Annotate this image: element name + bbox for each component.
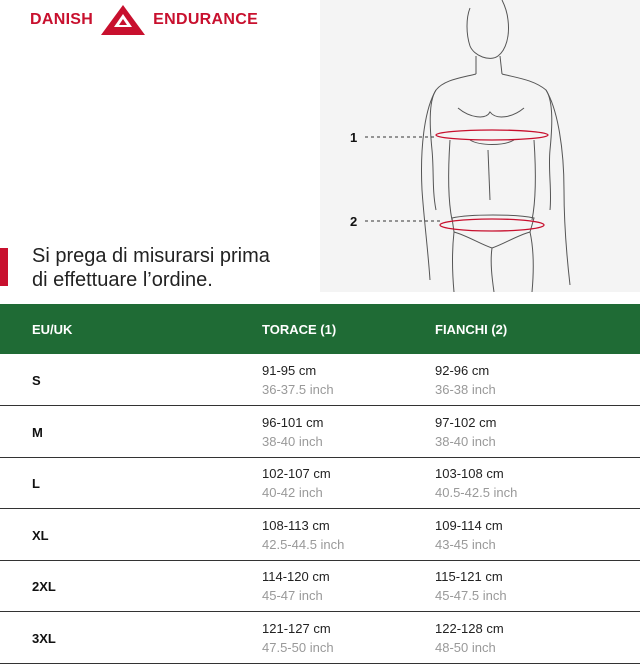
brand-word-right: ENDURANCE	[153, 11, 259, 28]
table-row	[0, 457, 640, 509]
instructions-text	[32, 244, 322, 292]
hips-cm: 115-121 cm	[435, 569, 503, 584]
chest-cm: 91-95 cm	[262, 363, 317, 378]
hips-cell	[435, 465, 517, 501]
hips-cm: 97-102 cm	[435, 414, 497, 430]
mountain-logo-icon	[99, 5, 147, 35]
chest-cm: 108-113 cm	[262, 517, 330, 533]
table-row	[0, 354, 640, 406]
brand-word-left: DANISH	[30, 11, 94, 28]
size-label: S	[32, 373, 41, 388]
hips-inch: 48-50 inch	[435, 639, 496, 655]
chest-inch: 45-47 inch	[262, 588, 323, 603]
table-row	[0, 509, 640, 561]
chest-inch: 42.5-44.5 inch	[262, 536, 345, 552]
hips-cm: 92-96 cm	[435, 363, 490, 378]
chest-cell	[262, 517, 344, 553]
hips-cell	[435, 362, 496, 398]
header-chest: TORACE (1)	[262, 322, 337, 337]
instructions-line-1: Si prega di misurarsi prima	[32, 245, 270, 267]
size-table-header	[0, 304, 640, 354]
chest-inch: 36-37.5 inch	[262, 382, 334, 397]
chest-cell	[262, 414, 323, 450]
chest-cell	[262, 465, 331, 501]
table-row	[0, 612, 640, 664]
marker-1-label: 1	[350, 130, 358, 145]
hips-inch: 45-47.5 inch	[435, 588, 507, 603]
red-accent-bar	[0, 248, 8, 286]
hips-cell	[435, 414, 496, 450]
size-label: L	[32, 476, 40, 491]
header-size: EU/UK	[32, 322, 73, 337]
table-row	[0, 406, 640, 458]
chest-cm: 96-101 cm	[262, 414, 324, 430]
chest-cm: 121-127 cm	[262, 620, 331, 636]
hips-cell	[435, 620, 504, 656]
size-label: M	[32, 424, 43, 440]
body-outline-illustration	[320, 0, 640, 292]
chest-cm: 102-107 cm	[262, 466, 331, 481]
hips-cm: 109-114 cm	[435, 517, 503, 533]
size-label: 3XL	[32, 630, 56, 646]
hips-cm: 122-128 cm	[435, 620, 504, 636]
chest-inch: 47.5-50 inch	[262, 639, 334, 655]
size-label: 2XL	[32, 579, 56, 594]
hips-inch: 43-45 inch	[435, 536, 496, 552]
hips-cm: 103-108 cm	[435, 466, 504, 481]
hips-inch: 38-40 inch	[435, 433, 496, 449]
instructions-line-2: di effettuare l’ordine.	[32, 269, 213, 291]
size-label: XL	[32, 527, 49, 543]
marker-2-label: 2	[350, 214, 358, 229]
header-hips: FIANCHI (2)	[435, 322, 508, 337]
table-row	[0, 560, 640, 612]
chest-cell	[262, 568, 330, 604]
chest-inch: 38-40 inch	[262, 433, 323, 449]
chest-cell	[262, 362, 334, 398]
brand-logo	[30, 8, 258, 32]
chest-cm: 114-120 cm	[262, 569, 330, 584]
chest-cell	[262, 620, 334, 656]
hips-inch: 36-38 inch	[435, 382, 496, 397]
hips-cell	[435, 517, 503, 553]
measurement-figure	[320, 0, 640, 292]
hips-cell	[435, 568, 507, 604]
chest-inch: 40-42 inch	[262, 485, 323, 500]
hips-inch: 40.5-42.5 inch	[435, 485, 518, 500]
